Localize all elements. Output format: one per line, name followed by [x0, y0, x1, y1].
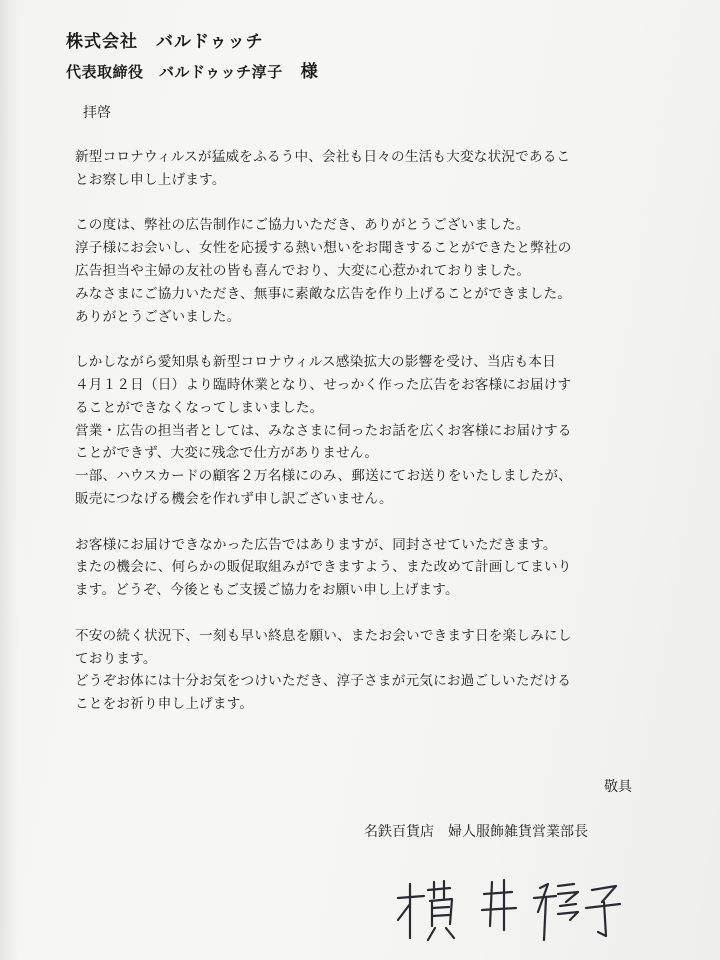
body-line: またの機会に、何らかの販促取組みができますよう、また改めて計画してまいり	[75, 559, 572, 576]
body-line: 新型コロナウィルスが猛威をふるう中、会社も日々の生活も大変な状況であるこ	[75, 149, 571, 165]
handwritten-signature	[388, 868, 638, 948]
body-paragraph	[75, 146, 655, 192]
body-paragraph	[75, 214, 655, 328]
body-line: この度は、弊社の広告制作にご協力いただき、ありがとうございました。	[75, 217, 530, 234]
recipient-title-name: 代表取締役 バルドゥッチ淳子	[66, 63, 283, 81]
body-paragraph	[75, 351, 655, 511]
body-line: ております。	[75, 650, 157, 667]
body-line: 不安の続く状況下、一刻も早い終息を願い、またお会いできます日を楽しみにし	[75, 627, 572, 644]
recipient-honorific: 様	[300, 62, 319, 82]
page-shadow	[0, 0, 18, 960]
body-line: 広告担当や主婦の友社の皆も喜んでおり、大変に心惹かれておりました。	[75, 262, 531, 279]
body-line: 販売につなげる機会を作れず申し訳ございません。	[75, 490, 393, 507]
body-line: 営業・広告の担当者としては、みなさまに伺ったお話を広くお客様にお届けする	[75, 422, 572, 439]
recipient-line	[66, 57, 318, 82]
body-line: ることができなくなってしまいました。	[75, 399, 324, 416]
body-line: ことをお祈り申し上げます。	[75, 696, 254, 713]
body-line: どうぞお体には十分お気をつけいただき、淳子さまが元気にお過ごしいただける	[75, 673, 572, 690]
body-line: 淳子様にお会いし、女性を応援する熱い想いをお聞きすることができたと弊社の	[75, 240, 572, 257]
body-paragraph	[75, 625, 655, 716]
closing-salutation: 敬具	[604, 779, 632, 795]
body-line: ます。どうぞ、今後ともご支援ご協力をお願い申し上げます。	[75, 582, 459, 599]
body-line: ありがとうございました。	[75, 308, 241, 325]
body-paragraph	[75, 534, 655, 602]
recipient-company: 株式会社 バルドゥッチ	[66, 32, 264, 52]
body-line: 一部、ハウスカードの顧客２万名様にのみ、郵送にてお送りをいたしましたが、	[75, 468, 572, 485]
sender-department: 名鉄百貨店 婦人服飾雑貨営業部長	[364, 824, 588, 840]
letter-body	[75, 146, 655, 739]
opening-salutation: 拝啓	[83, 105, 111, 121]
body-line: ４月１２日（日）より臨時休業となり、せっかく作った広告をお客様にお届けす	[75, 376, 572, 393]
body-line: みなさまにご協力いただき、無事に素敵な広告を作り上げることができました。	[75, 285, 572, 302]
body-line: ことができず、大変に残念で仕方がありません。	[75, 445, 379, 462]
body-line: とお察し申し上げます。	[75, 171, 226, 188]
body-line: しかしながら愛知県も新型コロナウィルス感染拡大の影響を受け、当店も本日	[75, 354, 557, 371]
body-line: お客様にお届けできなかった広告ではありますが、同封させていただきます。	[75, 536, 557, 553]
